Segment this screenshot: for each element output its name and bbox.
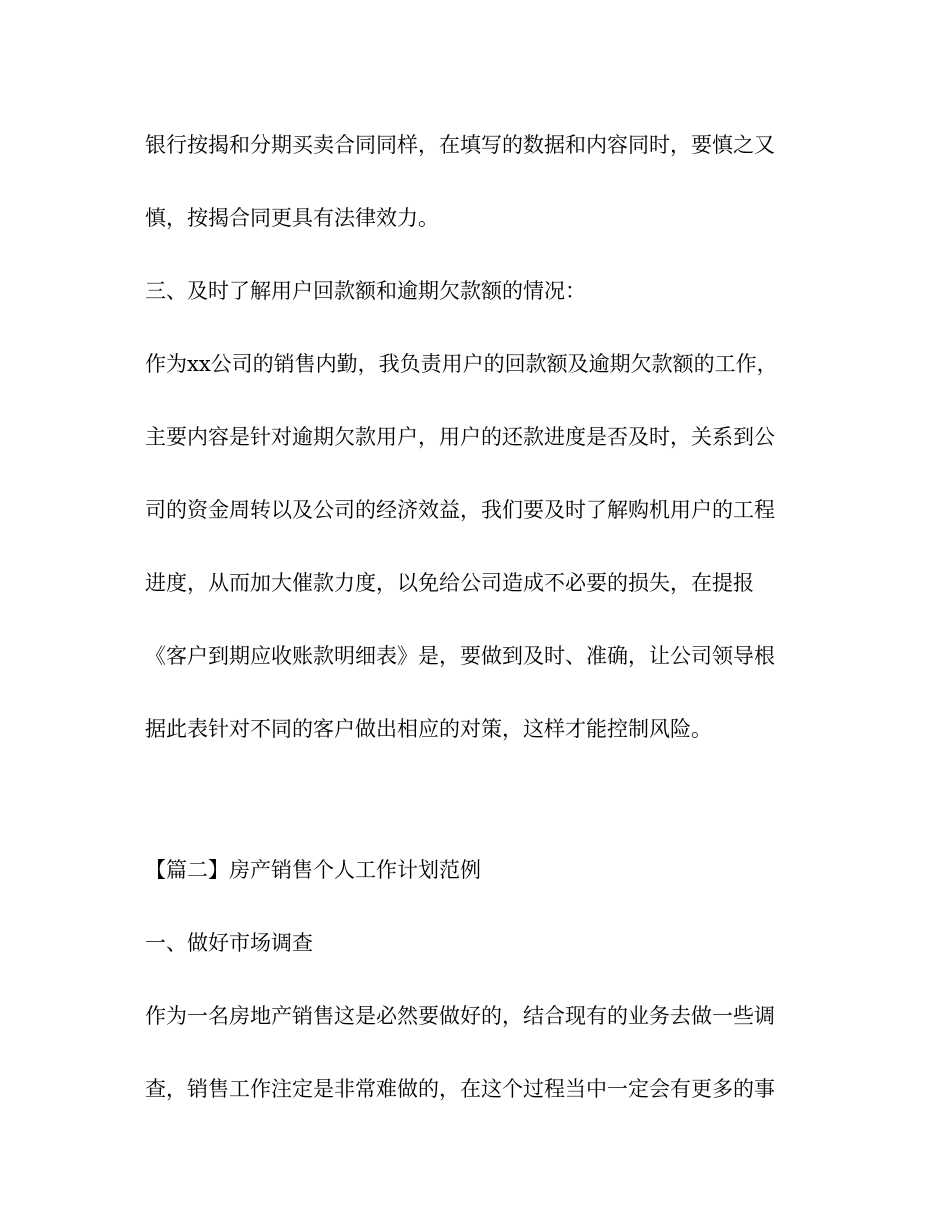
text-line: 司的资金周转以及公司的经济效益，我们要及时了解购机用户的工程 [145, 498, 775, 522]
text-line: 查，销售工作注定是非常难做的，在这个过程当中一定会有更多的事 [145, 1077, 775, 1101]
section-heading: 一、做好市场调查 [145, 931, 313, 955]
section-heading: 三、及时了解用户回款额和逾期欠款额的情况： [145, 279, 586, 303]
article-title: 【篇二】房产销售个人工作计划范例 [145, 858, 481, 882]
text-line: 进度，从而加大催款力度，以免给公司造成不必要的损失，在提报 [145, 571, 754, 595]
text-line: 主要内容是针对逾期欠款用户，用户的还款进度是否及时，关系到公 [145, 425, 775, 449]
text-line: 银行按揭和分期买卖合同同样，在填写的数据和内容同时，要慎之又 [145, 133, 775, 157]
text-line: 作为xx公司的销售内勤，我负责用户的回款额及逾期欠款额的工作， [145, 352, 778, 376]
text-line: 《客户到期应收账款明细表》是，要做到及时、准确，让公司领导根 [145, 644, 775, 668]
text-line: 慎，按揭合同更具有法律效力。 [145, 206, 439, 230]
text-line: 据此表针对不同的客户做出相应的对策，这样才能控制风险。 [145, 717, 712, 741]
text-line: 作为一名房地产销售这是必然要做好的，结合现有的业务去做一些调 [145, 1004, 775, 1028]
